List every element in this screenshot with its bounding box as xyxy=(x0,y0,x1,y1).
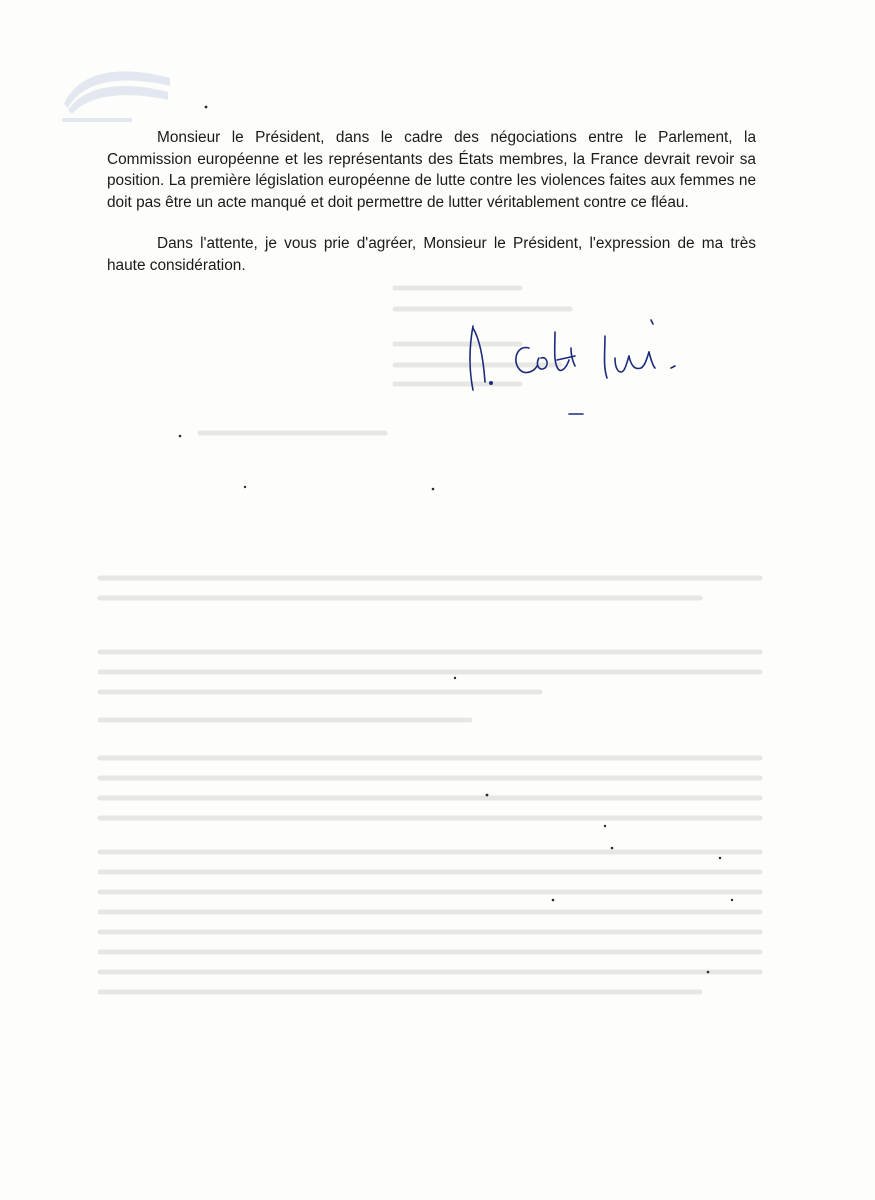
letter-paragraph-2: Dans l'attente, je vous prie d'agréer, Monsieur le Président, l'expression de ma très haute considération. xyxy=(107,235,756,274)
handwritten-signature xyxy=(455,308,695,428)
parliament-logo-icon xyxy=(58,62,176,132)
letter-paragraph-1: Monsieur le Président, dans le cadre des négociations entre le Parlement, la Commission européenne et les représentants des États membres, la France devrait revoir sa position. La première législation européenne de lutte contre les violences faites aux femmes ne doit pas être un acte manqué et doit permettre de lutter véritablement contre ce fléau. xyxy=(107,129,756,211)
letter-body xyxy=(107,127,756,296)
